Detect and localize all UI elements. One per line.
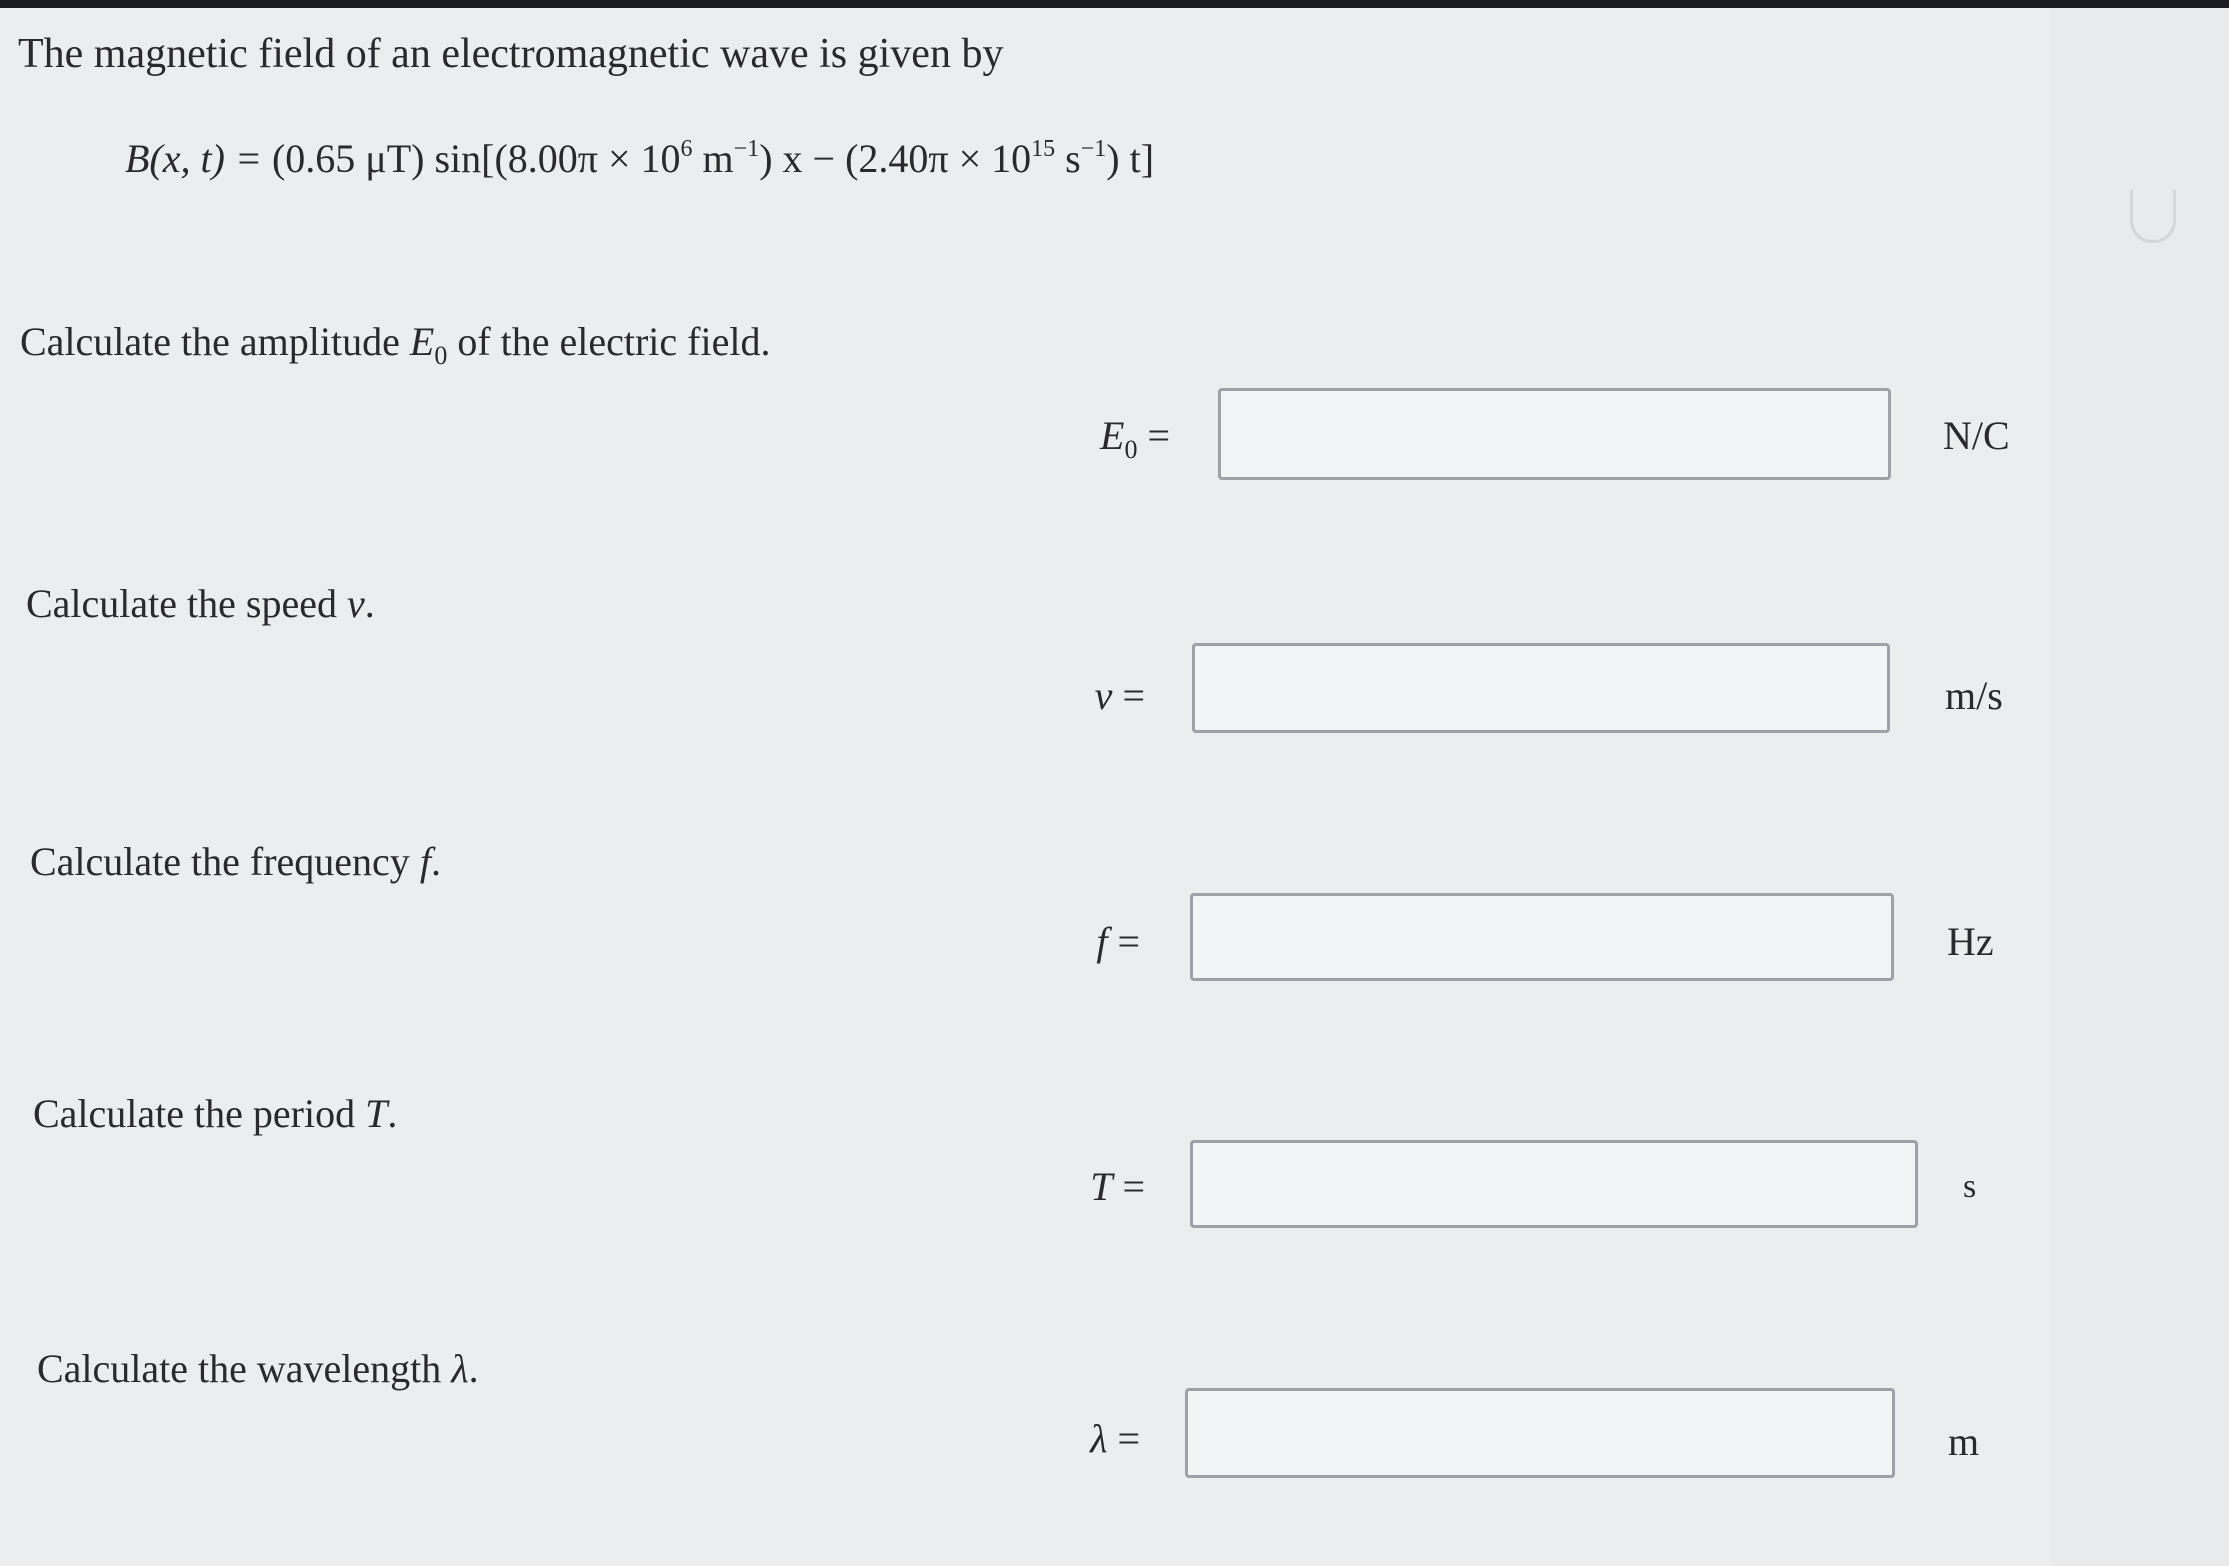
- question-var: f: [419, 839, 431, 884]
- question-prompt-pre: Calculate the frequency: [30, 839, 420, 884]
- amplitude-input[interactable]: [1218, 388, 1891, 480]
- frequency-input[interactable]: [1190, 893, 1894, 981]
- equation-omega-exponent: 15: [1031, 136, 1056, 162]
- equation-k-close: ) x − (2.40π × 10: [759, 136, 1032, 181]
- label-var: v: [1094, 673, 1113, 718]
- question-prompt-post: .: [468, 1346, 479, 1391]
- question-var-sub: 0: [434, 341, 448, 370]
- question-var: T: [365, 1091, 388, 1136]
- label-var: f: [1096, 919, 1108, 964]
- frequency-unit: Hz: [1947, 919, 1994, 964]
- equation-k-term: [(8.00π × 10: [481, 136, 681, 181]
- label-var: λ: [1090, 1416, 1108, 1461]
- equation-k-unit: m: [692, 136, 734, 181]
- speed-unit: m/s: [1945, 673, 2003, 718]
- speed-label: [985, 672, 1145, 719]
- equation-amplitude: (0.65 μT) sin: [271, 136, 482, 181]
- question-wavelength: [37, 1345, 479, 1392]
- amplitude-unit: N/C: [1943, 413, 2010, 458]
- question-prompt-post: .: [387, 1091, 398, 1136]
- window-top-strip: [0, 0, 2229, 8]
- question-prompt-pre: Calculate the amplitude: [20, 319, 410, 364]
- question-var: v: [346, 581, 365, 626]
- question-prompt-post: of the electric field.: [447, 319, 771, 364]
- side-panel: [2050, 8, 2229, 1566]
- question-prompt-post: .: [364, 581, 375, 626]
- period-unit: s: [1963, 1168, 1977, 1205]
- question-prompt-pre: Calculate the period: [33, 1091, 366, 1136]
- question-frequency: [30, 838, 441, 885]
- question-prompt-post: .: [430, 839, 441, 884]
- label-var: T: [1090, 1164, 1113, 1209]
- equation-k-exponent: 6: [680, 136, 693, 162]
- frequency-label: [980, 918, 1140, 965]
- cup-icon: [2130, 190, 2176, 243]
- period-label: [985, 1163, 1145, 1210]
- magnetic-field-equation: [125, 135, 1154, 182]
- speed-input[interactable]: [1192, 643, 1890, 733]
- label-equals: =: [1137, 413, 1170, 458]
- question-prompt-pre: Calculate the wavelength: [37, 1346, 452, 1391]
- question-period: [33, 1090, 397, 1137]
- label-equals: =: [1107, 919, 1140, 964]
- period-input[interactable]: [1190, 1140, 1918, 1228]
- question-var: E: [409, 319, 435, 364]
- label-var-sub: 0: [1124, 435, 1138, 464]
- label-equals: =: [1112, 1164, 1145, 1209]
- wavelength-input[interactable]: [1185, 1388, 1895, 1478]
- question-speed: [26, 580, 375, 627]
- amplitude-label: [1010, 412, 1170, 465]
- question-amplitude: [20, 318, 770, 371]
- problem-intro: The magnetic field of an electromagnetic wave is given by: [18, 31, 1004, 77]
- problem-page: [0, 8, 2050, 1566]
- equation-omega-unit-exponent: −1: [1080, 136, 1107, 162]
- equation-omega-close: ) t]: [1106, 136, 1155, 181]
- equation-omega-unit: s: [1055, 136, 1081, 181]
- question-prompt-pre: Calculate the speed: [26, 581, 347, 626]
- label-var: E: [1100, 413, 1125, 458]
- equation-lhs: B(x, t) =: [125, 136, 272, 181]
- label-equals: =: [1112, 673, 1145, 718]
- label-equals: =: [1107, 1416, 1140, 1461]
- wavelength-unit: m: [1948, 1419, 1980, 1464]
- wavelength-label: [980, 1415, 1140, 1462]
- equation-k-unit-exponent: −1: [733, 136, 760, 162]
- question-var: λ: [451, 1346, 469, 1391]
